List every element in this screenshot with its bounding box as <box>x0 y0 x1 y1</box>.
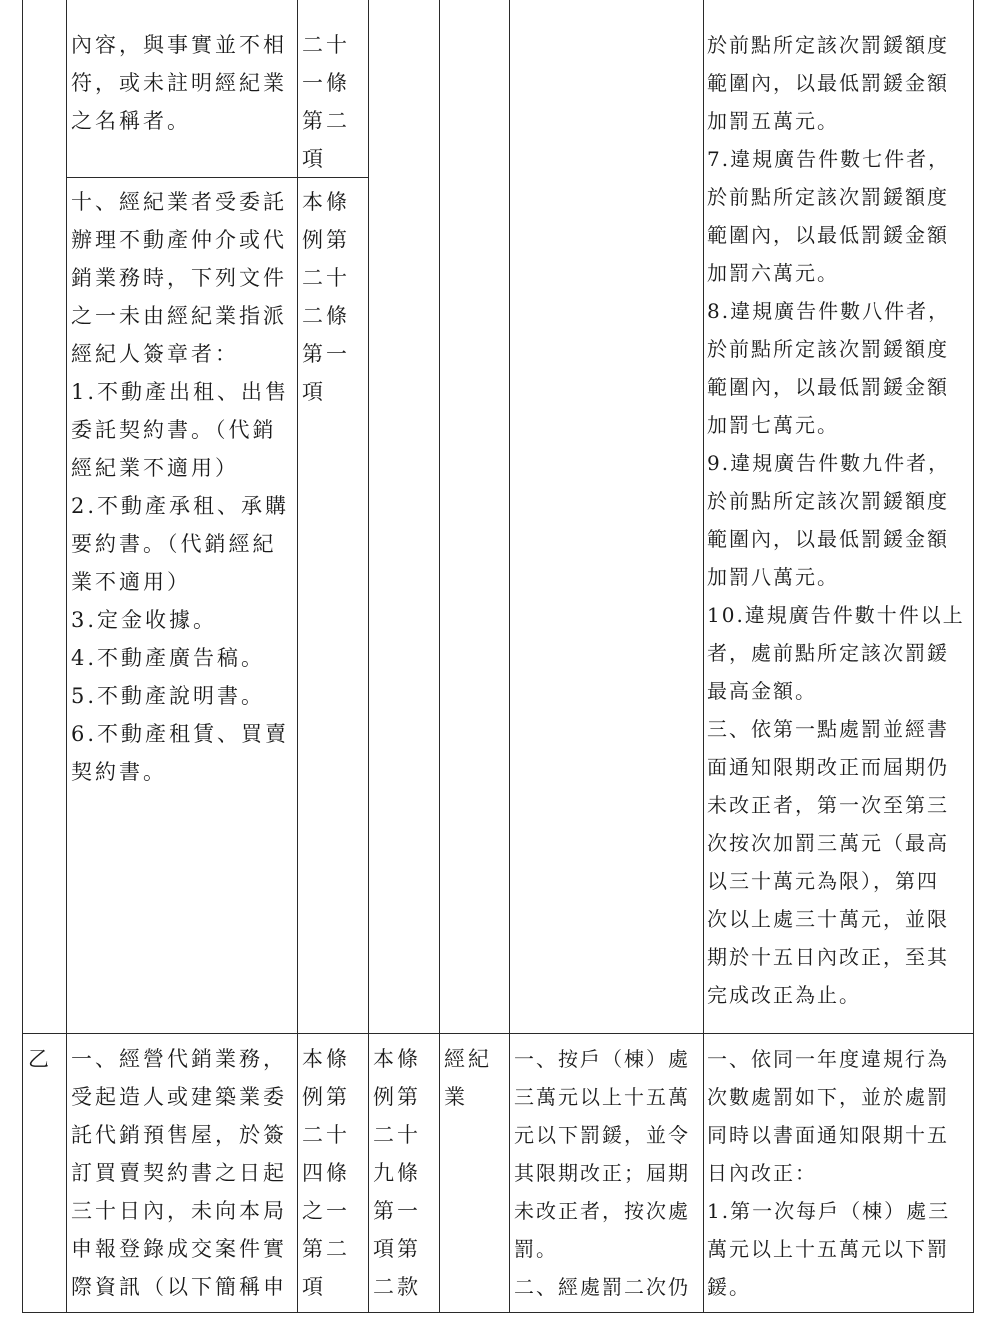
text-line: 之一未由經紀業指派 <box>71 304 287 328</box>
text-line: 一、按戶（棟）處 <box>514 1047 690 1071</box>
text-line: 業 <box>444 1085 468 1109</box>
legal-basis-cell-a <box>302 26 350 178</box>
text-line: 第一 <box>302 342 350 366</box>
text-line: 之一 <box>302 1199 350 1223</box>
column-divider <box>509 0 510 1312</box>
text-line: 第二 <box>302 1237 350 1261</box>
text-line: 罰。 <box>514 1237 558 1261</box>
text-line: 2.不動產承租、承購 <box>71 494 290 518</box>
text-line: 第一 <box>373 1199 421 1223</box>
text-line: 期於十五日內改正，至其 <box>707 945 949 969</box>
criteria-cell-2 <box>707 1040 950 1306</box>
text-line: 項第 <box>373 1237 421 1261</box>
text-line: 未改正者，第一次至第三 <box>707 793 949 817</box>
text-line: 二十 <box>373 1123 421 1147</box>
text-line: 10.違規廣告件數十件以上 <box>707 603 965 627</box>
text-line: 鍰。 <box>707 1275 751 1299</box>
column-divider <box>66 0 67 1312</box>
text-line: 9.違規廣告件數九件者， <box>707 451 951 475</box>
text-line: 範圍內，以最低罰鍰金額 <box>707 223 949 247</box>
text-line: 於前點所定該次罰鍰額度 <box>707 489 949 513</box>
text-line: 最高金額。 <box>707 679 817 703</box>
text-line: 3.定金收據。 <box>71 608 218 632</box>
text-line: 二十 <box>302 33 350 57</box>
text-line: 於前點所定該次罰鍰額度 <box>707 185 949 209</box>
table-border-bottom <box>22 1312 974 1313</box>
text-line: 一、經營代銷業務， <box>71 1047 287 1071</box>
text-line: 6.不動產租賃、買賣 <box>71 722 290 746</box>
text-line: 經紀業不適用） <box>71 456 239 480</box>
text-line: 1.第一次每戶（棟）處三 <box>707 1199 951 1223</box>
text-line: 託代銷預售屋，於簽 <box>71 1123 287 1147</box>
column-divider <box>439 0 440 1312</box>
text-line: 範圍內，以最低罰鍰金額 <box>707 527 949 551</box>
text-line: 業不適用） <box>71 570 191 594</box>
text-line: 4.不動產廣告稿。 <box>71 646 266 670</box>
text-line: 加罰八萬元。 <box>707 565 839 589</box>
column-divider <box>703 0 704 1312</box>
text-line: 辦理不動產仲介或代 <box>71 228 287 252</box>
text-line: 符，或未註明經紀業 <box>71 71 287 95</box>
text-line: 本條 <box>302 1047 350 1071</box>
text-line: 範圍內，以最低罰鍰金額 <box>707 375 949 399</box>
text-line: 二十 <box>302 1123 350 1147</box>
text-line: 元以下罰鍰，並令 <box>514 1123 690 1147</box>
text-line: 乙 <box>28 1047 52 1071</box>
text-line: 項 <box>302 380 326 404</box>
text-line: 二十 <box>302 266 350 290</box>
text-line: 本條 <box>302 190 350 214</box>
column-divider <box>297 0 298 1312</box>
text-line: 際資訊（以下簡稱申 <box>71 1275 287 1299</box>
text-line: 契約書。 <box>71 760 167 784</box>
text-line: 同時以書面通知限期十五 <box>707 1123 949 1147</box>
text-line: 訂買賣契約書之日起 <box>71 1161 287 1185</box>
violation-cell-c <box>71 1040 287 1306</box>
penalty-basis-cell <box>373 1040 421 1306</box>
text-line: 十、經紀業者受委託 <box>71 190 287 214</box>
penalty-scope-cell <box>514 1040 690 1306</box>
text-line: 一條 <box>302 71 350 95</box>
text-line: 一、依同一年度違規行為 <box>707 1047 949 1071</box>
text-line: 以三十萬元為限），第四 <box>707 869 939 893</box>
text-line: 申報登錄成交案件實 <box>71 1237 287 1261</box>
text-line: 未改正者，按次處 <box>514 1199 690 1223</box>
text-line: 二、經處罰二次仍 <box>514 1275 690 1299</box>
text-line: 之名稱者。 <box>71 109 191 133</box>
text-line: 三萬元以上十五萬 <box>514 1085 690 1109</box>
text-line: 面通知限期改正而屆期仍 <box>707 755 949 779</box>
text-line: 完成改正為止。 <box>707 983 861 1007</box>
text-line: 三十日內，未向本局 <box>71 1199 287 1223</box>
text-line: 二條 <box>302 304 350 328</box>
text-line: 次以上處三十萬元，並限 <box>707 907 949 931</box>
category-cell <box>28 1040 52 1078</box>
text-line: 本條 <box>373 1047 421 1071</box>
text-line: 經紀人簽章者： <box>71 342 239 366</box>
text-line: 第二 <box>302 109 350 133</box>
text-line: 其限期改正；屆期 <box>514 1161 690 1185</box>
text-line: 次按次加罰三萬元（最高 <box>707 831 949 855</box>
text-line: 四條 <box>302 1161 350 1185</box>
text-line: 加罰五萬元。 <box>707 109 839 133</box>
text-line: 5.不動產說明書。 <box>71 684 266 708</box>
text-line: 於前點所定該次罰鍰額度 <box>707 337 949 361</box>
row-divider <box>22 1033 974 1034</box>
text-line: 要約書。（代銷經紀 <box>71 532 277 556</box>
text-line: 7.違規廣告件數七件者， <box>707 147 951 171</box>
violation-cell-b <box>71 183 289 791</box>
text-line: 九條 <box>373 1161 421 1185</box>
text-line: 銷業務時，下列文件 <box>71 266 287 290</box>
text-line: 委託契約書。（代銷 <box>71 418 277 442</box>
legal-basis-cell-b <box>302 183 350 411</box>
text-line: 1.不動產出租、出售 <box>71 380 290 404</box>
criteria-cell-1 <box>707 26 965 1014</box>
text-line: 二款 <box>373 1275 421 1299</box>
text-line: 例第 <box>302 228 350 252</box>
text-line: 項 <box>302 1275 326 1299</box>
column-divider <box>368 0 369 1312</box>
text-line: 受起造人或建築業委 <box>71 1085 287 1109</box>
text-line: 例第 <box>373 1085 421 1109</box>
text-line: 例第 <box>302 1085 350 1109</box>
table-border-left <box>22 0 23 1312</box>
text-line: 加罰六萬元。 <box>707 261 839 285</box>
text-line: 項 <box>302 147 326 171</box>
subject-cell <box>444 1040 492 1116</box>
text-line: 次數處罰如下，並於處罰 <box>707 1085 949 1109</box>
text-line: 範圍內，以最低罰鍰金額 <box>707 71 949 95</box>
table-border-right <box>973 0 974 1312</box>
text-line: 內容，與事實並不相 <box>71 33 287 57</box>
text-line: 日內改正： <box>707 1161 817 1185</box>
legal-basis-cell-c <box>302 1040 350 1306</box>
text-line: 8.違規廣告件數八件者， <box>707 299 951 323</box>
violation-cell-a <box>71 26 287 140</box>
text-line: 於前點所定該次罰鍰額度 <box>707 33 949 57</box>
text-line: 者，處前點所定該次罰鍰 <box>707 641 949 665</box>
text-line: 三、依第一點處罰並經書 <box>707 717 949 741</box>
text-line: 加罰七萬元。 <box>707 413 839 437</box>
text-line: 萬元以上十五萬元以下罰 <box>707 1237 949 1261</box>
text-line: 經紀 <box>444 1047 492 1071</box>
